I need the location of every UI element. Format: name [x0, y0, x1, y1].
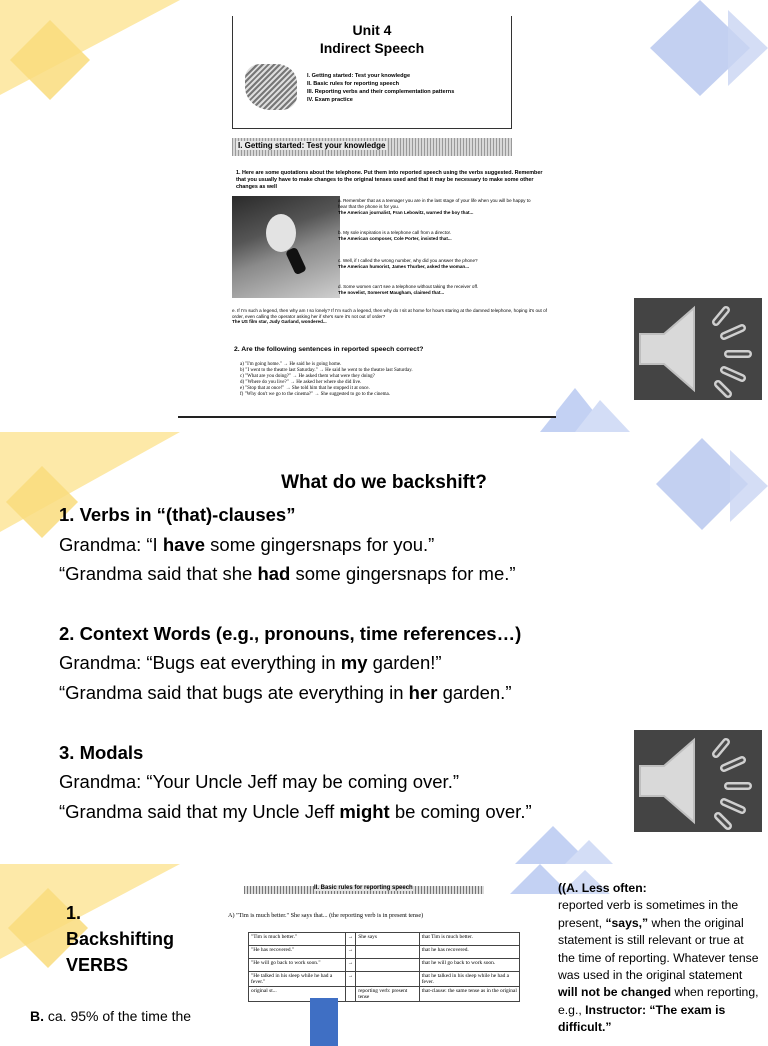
toc-item: IV. Exam practice: [307, 97, 353, 103]
list-item: c) "What are you doing?" → He asked them what were they doing?: [240, 373, 375, 379]
blue-triangle-decoration: [505, 822, 625, 864]
reporting-table: [248, 932, 520, 1002]
toc-item: II. Basic rules for reporting speech: [307, 81, 400, 87]
blue-corner-decoration: [640, 0, 768, 110]
toc-item: III. Reporting verbs and their complementation patterns: [307, 89, 455, 95]
slide-3: [0, 864, 768, 1035]
list-item: f) "Why don't we go to the cinema?" → She suggested to go to the cinema.: [240, 391, 390, 397]
table-of-contents: [307, 72, 454, 104]
slide-title: 1. Backshifting VERBS: [66, 903, 175, 975]
sketch-illustration: [245, 64, 297, 110]
slide-heading: What do we backshift?: [281, 472, 487, 493]
example-reported: “Grandma said that bugs ate everything in her garden.”: [59, 682, 512, 703]
question-1-intro: 1. Here are some quotations about the telephone. Put them into reported speech using the verbs suggested. Remember that you usually have to make changes to the original tenses used and that it may be necessary to make some other changes as well: [236, 170, 543, 190]
section-banner: II. Basic rules for reporting speech: [244, 886, 484, 894]
speaker-icon: [634, 298, 762, 400]
table-caption: A) "Tim is much better." She says that... (the reporting verb is in present tense): [228, 912, 424, 919]
table-row: original st... reporting verb: present tense that-clause: the same tense as in the original: [249, 987, 520, 1002]
unit-number: Unit 4: [352, 22, 392, 38]
body-text: B. ca. 95% of the time the: [30, 1008, 192, 1024]
table-row: "He will go back to work soon." → that he will go back to work soon.: [249, 959, 520, 972]
example-reported: “Grandma said that my Uncle Jeff might be coming over.”: [59, 801, 532, 822]
example-reported: “Grandma said that she had some gingersnaps for me.”: [59, 563, 516, 584]
table-row: "He talked in his sleep while he had a fever." → that he talked in his sleep while he had a fever.: [249, 972, 520, 987]
quotation-d: d. Some women can't see a telephone without taking the receiver off. The novelist, Somerset Maugham, claimed that...: [338, 284, 479, 295]
side-note: ((A. Less often: reported verb is sometimes in the present, “says,” when the original statement is still relevant or true at the time of reporting. Whatever tense was used in the original statement will not be changed when reporting, e.g., Instructor: “The exam is difficult.”: [558, 881, 759, 1035]
section-title: 1. Verbs in “(that)-clauses”: [59, 504, 296, 525]
speaker-icon: [634, 730, 762, 832]
telephone-photo: [232, 196, 340, 298]
slide-2: [0, 432, 768, 864]
unit-title-box: [232, 16, 512, 129]
audio-speaker-button[interactable]: [634, 730, 762, 832]
list-item: a) "I'm going home." → He said he is going home.: [240, 362, 342, 367]
textbook-page-image: [178, 10, 556, 418]
highlight-box: [310, 998, 338, 1046]
section-title: 3. Modals: [59, 742, 144, 763]
table-row: "Tim is much better." → She says that Tim is much better.: [249, 933, 520, 946]
audio-speaker-button[interactable]: [634, 298, 762, 400]
example-original: Grandma: “Bugs eat everything in my garden!”: [59, 652, 442, 673]
unit-title: Indirect Speech: [319, 40, 425, 56]
slide-1: [0, 0, 768, 432]
toc-item: I. Getting started: Test your knowledge: [307, 73, 411, 79]
example-original: Grandma: “I have some gingersnaps for you.”: [59, 534, 435, 555]
yellow-corner-decoration: [0, 0, 200, 120]
question-2-title: 2. Are the following sentences in reported speech correct?: [234, 346, 424, 353]
quotation-c: c. Well, if I called the wrong number, why did you answer the phone? The American humorist, James Thurber, asked the woman...: [338, 258, 478, 269]
list-item: e) "Stop that at once!" → She told him that he stopped it at once.: [240, 385, 370, 391]
section-banner: I. Getting started: Test your knowledge: [232, 138, 512, 156]
question-2-list: [240, 362, 413, 397]
list-item: b) "I went to the theatre last Saturday." → He said he went to the theatre last Saturday.: [240, 367, 413, 373]
list-item: d) "Where do you live?" → He asked her where she did live.: [240, 379, 362, 385]
table-row: "He has recovered." → that he has recovered.: [249, 946, 520, 959]
quotation-e: e. If I'm such a legend, then why am I so lonely? If I'm such a legend, then why do I sit at home for hours staring at the damned telephone, hoping it's out of order, even calling the operator asking her if she's sure it's not out of order? The US film star, Judy Garland, wondered...: [232, 308, 547, 325]
example-original: Grandma: “Your Uncle Jeff may be coming over.”: [59, 771, 459, 792]
quotation-a: a. Remember that as a teenager you are in the last stage of your life when you will be happy to hear that the phone is for you. The American journalist, Fran Lebowitz, warned the boy that...: [338, 198, 531, 215]
quotation-b: b. My sole inspiration is a telephone call from a director. The American composer, Cole Porter, insisted that...: [338, 230, 452, 241]
section-title: 2. Context Words (e.g., pronouns, time references…): [59, 623, 522, 644]
rules-table-image: [222, 886, 552, 1024]
